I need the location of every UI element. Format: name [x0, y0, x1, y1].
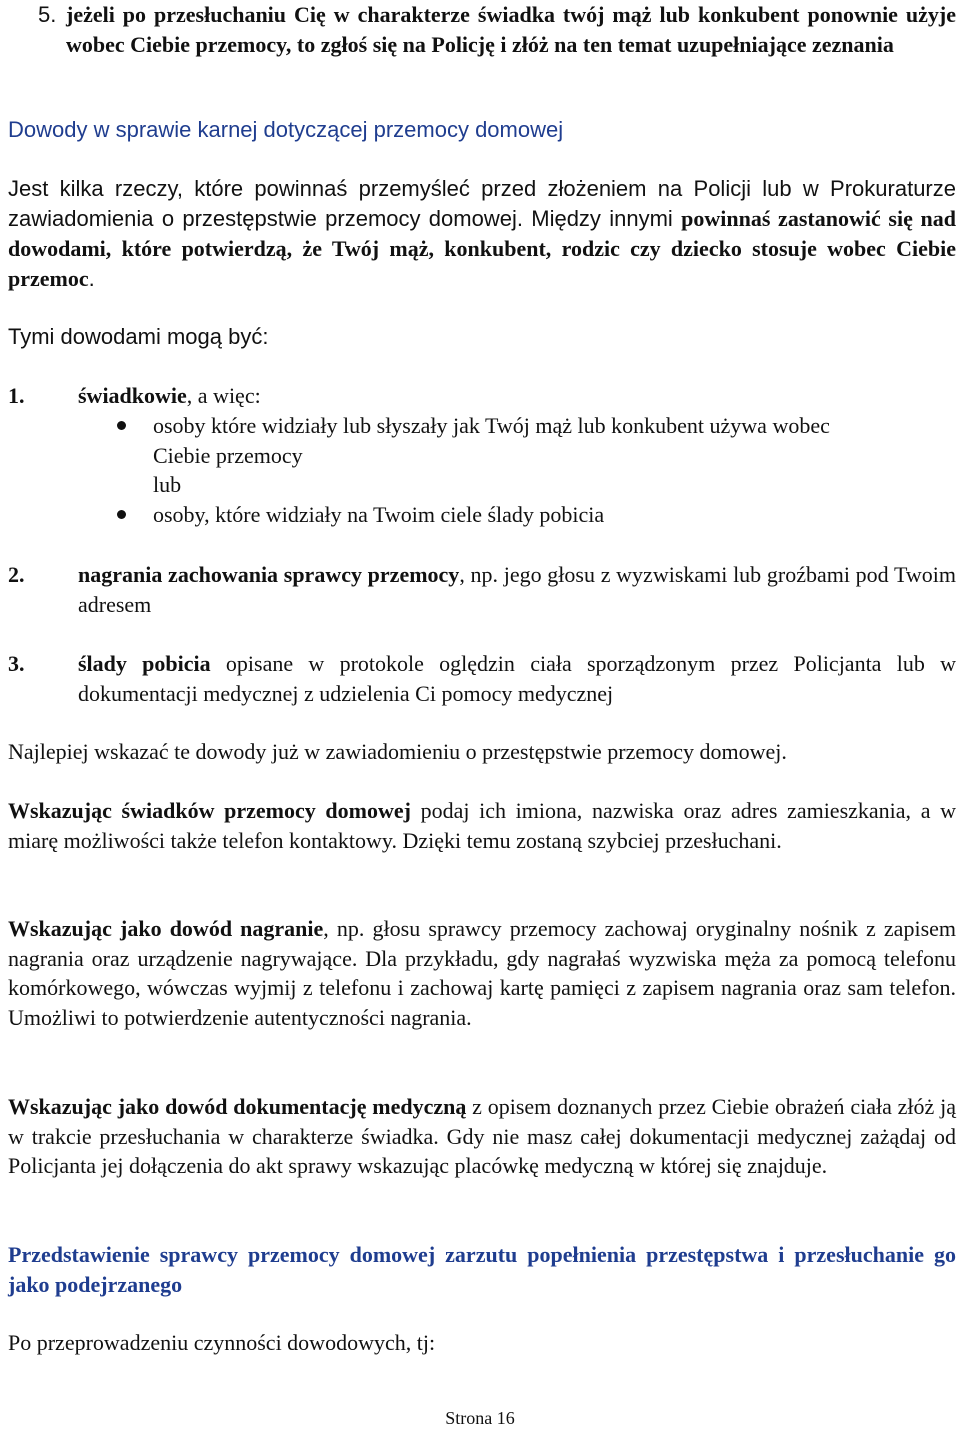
bullet-icon	[117, 510, 126, 519]
list-item-1-number: 1.	[8, 383, 25, 408]
page-number: Strona 16	[445, 1408, 515, 1428]
paragraph-medical-docs	[8, 1092, 956, 1181]
list-item-1-bold: świadkowie	[78, 383, 187, 408]
list-item-2-text	[78, 560, 956, 619]
paragraph-recording	[8, 914, 956, 1032]
section-heading-charges: Przedstawienie sprawcy przemocy domowej zarzutu popełnienia przestępstwa i przesłuchanie go jako podejrzanego	[8, 1242, 956, 1297]
list-item-2-rest: , np. jego głosu z wyzwiskami lub groźbami pod Twoim adresem	[78, 562, 957, 617]
list-item-1-bullet-1-line-1: osoby które widziały lub słyszały jak Twój mąż lub konkubent używa wobec	[153, 413, 830, 438]
paragraph-best-practice: Najlepiej wskazać te dowody już w zawiadomieniu o przestępstwie przemocy domowej.	[8, 739, 787, 764]
paragraph-medical-docs-bold: Wskazując jako dowód dokumentację medyczną	[8, 1094, 467, 1119]
paragraph-witnesses	[8, 796, 956, 855]
list-item-3-text	[78, 649, 956, 708]
list-item-2-bold: nagrania zachowania sprawcy przemocy	[78, 562, 460, 587]
paragraph-witnesses-rest: podaj ich imiona, nazwiska oraz adres zamieszkania, a w miarę możliwości także telefon kontaktowy. Dzięki temu zostaną szybciej przesłuchani.	[8, 798, 957, 853]
paragraph-after-evidence: Po przeprowadzeniu czynności dowodowych, tj:	[8, 1330, 436, 1355]
list-item-1-bullet-1-line-2: Ciebie przemocy	[153, 442, 303, 468]
list-item-1-or: lub	[153, 472, 182, 497]
paragraph-medical-docs-rest: z opisem doznanych przez Ciebie obrażeń ciała złóż ją w trakcie przesłuchania w charakterze świadka. Gdy nie masz całej dokumentacji medycznej zażądaj od Policjanta jej dołączenia do akt sprawy wskazując placówkę medyczną w której się znajduje.	[8, 1094, 956, 1178]
list-item-3-number: 3.	[8, 651, 25, 676]
list-item-3-bold: ślady pobicia	[78, 651, 211, 676]
list-item-1-bullet-2: osoby, które widziały na Twoim ciele ślady pobicia	[153, 502, 605, 527]
paragraph-witnesses-bold: Wskazując świadków przemocy domowej	[8, 798, 411, 823]
paragraph-intro-end: .	[88, 266, 95, 291]
section-heading-evidence: Dowody w sprawie karnej dotyczącej przemocy domowej	[8, 117, 564, 142]
paragraph-intro	[8, 174, 956, 294]
paragraph-intro-emphasis: powinnaś zastanowić się nad dowodami, które potwierdzą, że Twój mąż, konkubent, rodzic czy dziecko stosuje wobec Ciebie przemoc	[8, 206, 956, 291]
item-5-text: jeżeli po przesłuchaniu Cię w charakterze świadka twój mąż lub konkubent ponownie użyje wobec Ciebie przemocy, to zgłoś się na Policję i złóż na ten temat uzupełniające zeznania	[66, 2, 956, 57]
bullet-icon	[117, 421, 126, 430]
list-item-1-text	[78, 381, 948, 411]
paragraph-evidence-list-intro: Tymi dowodami mogą być:	[8, 324, 269, 349]
paragraph-recording-bold: Wskazując jako dowód nagranie	[8, 916, 324, 941]
item-5-number: 5.	[38, 2, 57, 27]
list-item-3-rest: opisane w protokole oględzin ciała sporządzonym przez Policjanta lub w dokumentacji medycznej z udzielenia Ci pomocy medycznej	[78, 651, 956, 706]
paragraph-recording-rest: , np. głosu sprawcy przemocy zachowaj oryginalny nośnik z zapisem nagrania oraz urządzenie nagrywające. Dla przykładu, gdy nagrałaś wyzwiska męża za pomocą telefonu komórkowego, wówczas wyjmij z telefonu i zachowaj kartę pamięci z zapisem nagrania oraz sam telefon. Umożliwi to potwierdzenie autentyczności nagrania.	[8, 916, 957, 1030]
list-item-1-rest: , a więc:	[186, 383, 261, 408]
list-item-1-bullet-1	[153, 411, 953, 470]
list-item-2-number: 2.	[8, 562, 25, 587]
paragraph-intro-text: Jest kilka rzeczy, które powinnaś przemyśleć przed złożeniem na Policji lub w Prokuraturze zawiadomienia o przestępstwie przemocy domowej. Między innymi	[8, 176, 956, 231]
